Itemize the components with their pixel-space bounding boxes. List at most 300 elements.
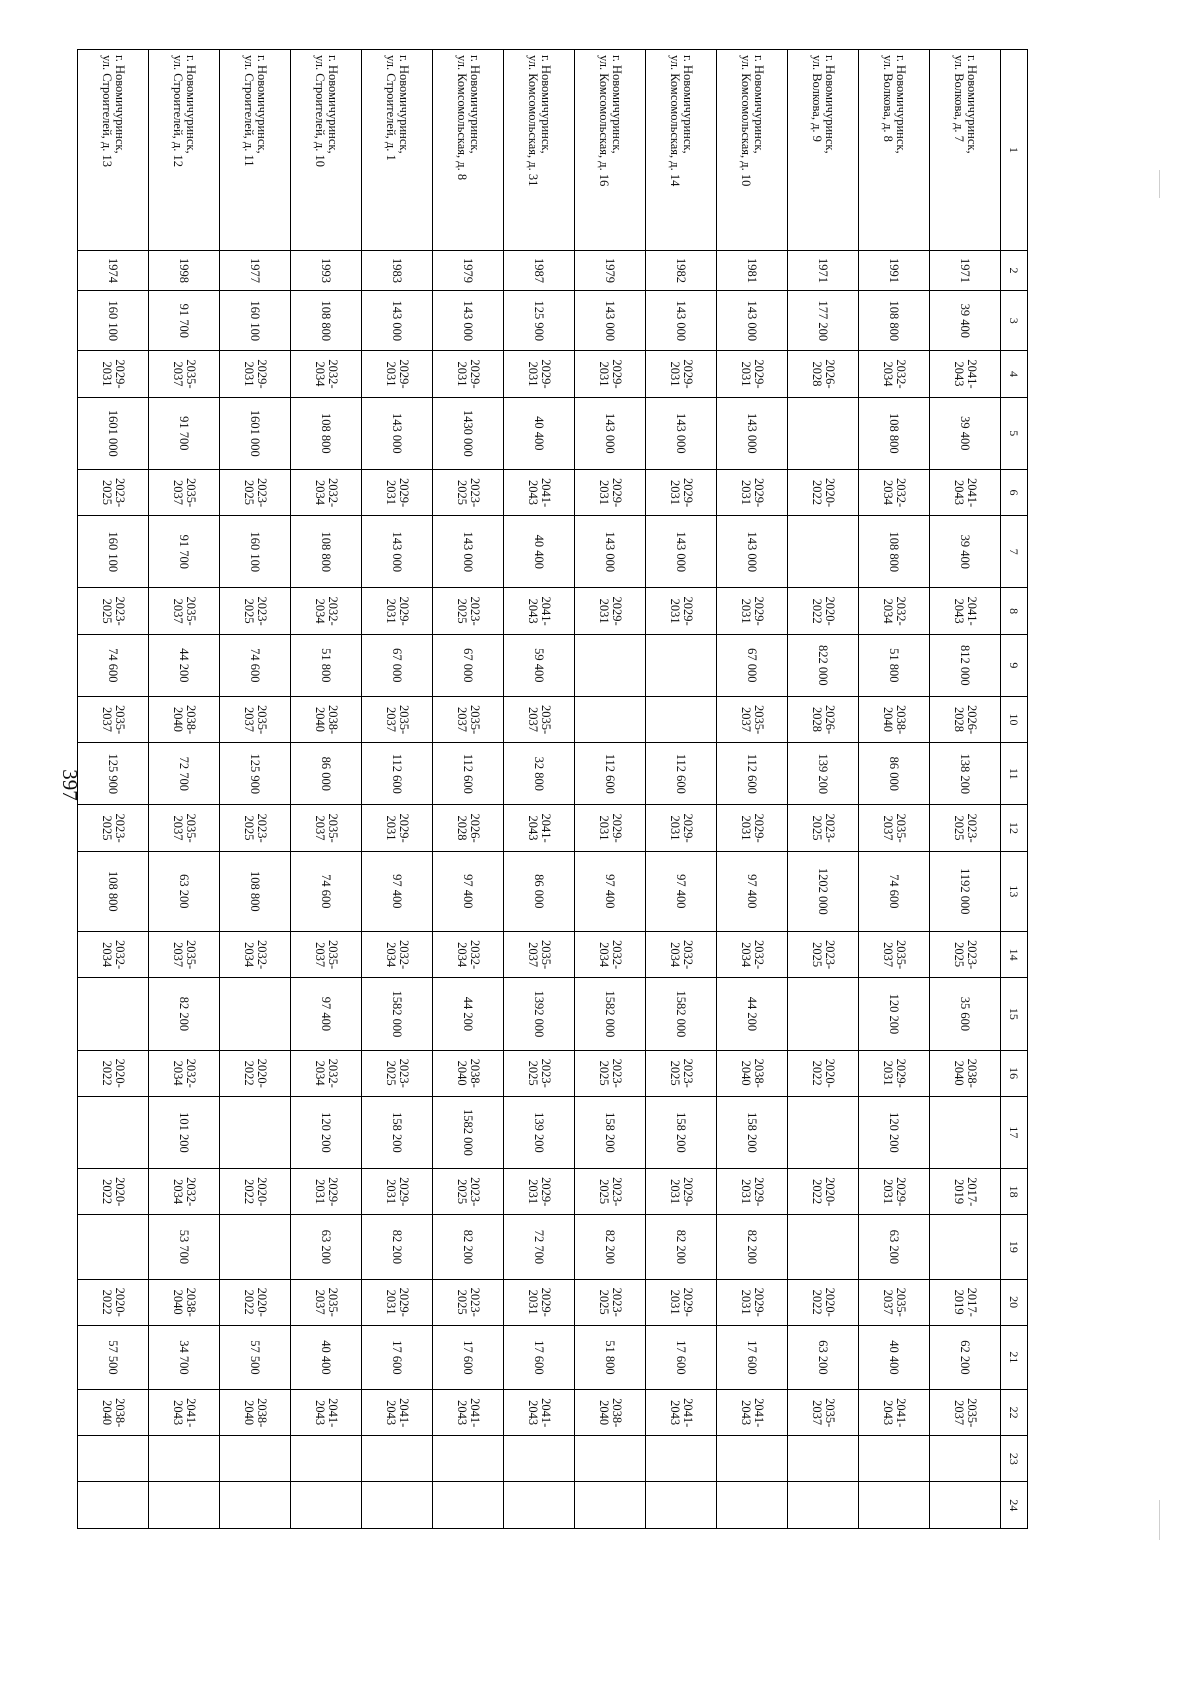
table-cell: 2041- 2043 [433, 1390, 504, 1436]
table-cell: 40 400 [504, 397, 575, 469]
table-cell: 2023- 2025 [788, 805, 859, 851]
table-cell: 57 500 [78, 1325, 149, 1389]
table-cell: 2023- 2025 [575, 1169, 646, 1215]
table-cell [788, 978, 859, 1050]
table-cell: 40 400 [859, 1325, 930, 1389]
table-cell: 72 700 [149, 743, 220, 805]
table-cell: 158 200 [717, 1096, 788, 1168]
address-city: г. Новомичуринск, [823, 55, 837, 154]
column-header: 23 [1001, 1436, 1028, 1482]
table-cell: 97 400 [291, 978, 362, 1050]
table-cell: 108 800 [859, 397, 930, 469]
table-cell: 2020- 2022 [78, 1279, 149, 1325]
column-header: 9 [1001, 634, 1028, 696]
column-header: 13 [1001, 851, 1028, 931]
table-cell: 2020- 2022 [220, 1050, 291, 1096]
column-header: 18 [1001, 1169, 1028, 1215]
address-cell [362, 50, 433, 251]
table-cell [575, 634, 646, 696]
table-cell [362, 1436, 433, 1482]
table-cell: 2029- 2031 [362, 1169, 433, 1215]
table-cell: 108 800 [78, 851, 149, 931]
table-cell [717, 1482, 788, 1529]
column-header: 2 [1001, 250, 1028, 290]
table-cell: 2023- 2025 [78, 588, 149, 634]
table-cell: 39 400 [930, 397, 1001, 469]
table-cell: 2023- 2025 [78, 805, 149, 851]
table-row [220, 50, 291, 1529]
table-cell: 2041- 2043 [859, 1390, 930, 1436]
table-cell: 2029- 2031 [575, 469, 646, 515]
address-street: ул. Комсомольская, д. 31 [526, 55, 540, 187]
table-cell: 74 600 [220, 634, 291, 696]
table-cell: 2029- 2031 [859, 1169, 930, 1215]
table-cell: 112 600 [433, 743, 504, 805]
table-cell: 2035- 2037 [291, 805, 362, 851]
table-cell: 1582 000 [646, 978, 717, 1050]
table-cell [433, 1436, 504, 1482]
table-cell: 17 600 [646, 1325, 717, 1389]
table-cell [433, 1482, 504, 1529]
table-cell: 35 600 [930, 978, 1001, 1050]
table-cell [220, 1482, 291, 1529]
address-city: г. Новомичуринск, [894, 55, 908, 154]
table-cell: 143 000 [717, 397, 788, 469]
table-cell: 44 200 [149, 634, 220, 696]
table-cell: 62 200 [930, 1325, 1001, 1389]
table-cell: 2035- 2037 [859, 805, 930, 851]
table-cell: 2023- 2025 [575, 1050, 646, 1096]
address-cell [78, 50, 149, 251]
table-cell [504, 1482, 575, 1529]
table-cell: 2035- 2037 [433, 696, 504, 742]
table-cell [930, 1482, 1001, 1529]
table-cell: 108 800 [220, 851, 291, 931]
table-cell [220, 978, 291, 1050]
table-cell: 158 200 [646, 1096, 717, 1168]
table-cell: 1991 [859, 250, 930, 290]
table-cell: 2020- 2022 [788, 1169, 859, 1215]
table-cell: 2032- 2034 [646, 932, 717, 978]
table-cell: 1392 000 [504, 978, 575, 1050]
header-row [1001, 50, 1028, 1529]
table-cell: 86 000 [859, 743, 930, 805]
table-cell [859, 1482, 930, 1529]
column-header: 21 [1001, 1325, 1028, 1389]
address-city: г. Новомичуринск, [397, 55, 411, 154]
table-row [291, 50, 362, 1529]
table-row [788, 50, 859, 1529]
scan-artifact-bottom [1159, 1500, 1160, 1540]
table-cell: 2032- 2034 [575, 932, 646, 978]
table-cell: 160 100 [78, 291, 149, 351]
table-cell: 40 400 [291, 1325, 362, 1389]
table-cell: 2041- 2043 [362, 1390, 433, 1436]
table-cell: 32 800 [504, 743, 575, 805]
table-cell: 40 400 [504, 516, 575, 588]
address-street: ул. Комсомольская, д. 16 [597, 55, 611, 187]
table-cell: 125 900 [78, 743, 149, 805]
table-cell: 2041- 2043 [504, 1390, 575, 1436]
table-cell: 2029- 2031 [433, 351, 504, 397]
scan-artifact-top [1159, 170, 1160, 198]
table-cell: 82 200 [646, 1215, 717, 1279]
table-cell: 2038- 2040 [575, 1390, 646, 1436]
table-cell: 2035- 2037 [859, 932, 930, 978]
table-cell: 143 000 [575, 291, 646, 351]
table-cell: 1601 000 [220, 397, 291, 469]
table-cell [291, 1482, 362, 1529]
address-street: ул. Строителей, д. 11 [242, 55, 256, 167]
table-cell: 2029- 2031 [646, 805, 717, 851]
table-cell: 17 600 [362, 1325, 433, 1389]
table-row [433, 50, 504, 1529]
table-cell: 2029- 2031 [220, 351, 291, 397]
table-cell: 97 400 [646, 851, 717, 931]
table-cell: 86 000 [504, 851, 575, 931]
table-cell [788, 397, 859, 469]
address-cell [149, 50, 220, 251]
table-cell: 2035- 2037 [149, 469, 220, 515]
address-city: г. Новомичуринск, [326, 55, 340, 154]
table-cell: 17 600 [504, 1325, 575, 1389]
table-cell: 143 000 [362, 397, 433, 469]
table-cell [646, 1436, 717, 1482]
rotated-table-wrapper [100, 49, 1028, 1529]
table-cell: 2023- 2025 [433, 469, 504, 515]
table-cell: 2041- 2043 [149, 1390, 220, 1436]
column-header: 8 [1001, 588, 1028, 634]
table-cell [78, 1096, 149, 1168]
address-street: ул. Волкова, д. 9 [810, 55, 824, 142]
table-cell: 1983 [362, 250, 433, 290]
table-cell: 2029- 2031 [717, 1279, 788, 1325]
table-cell: 51 800 [291, 634, 362, 696]
table-cell [291, 1436, 362, 1482]
table-cell: 2035- 2037 [78, 696, 149, 742]
table-cell: 2032- 2034 [362, 932, 433, 978]
table-cell: 139 200 [504, 1096, 575, 1168]
table-cell: 2023- 2025 [433, 588, 504, 634]
table-cell: 51 800 [859, 634, 930, 696]
table-cell: 2026- 2028 [930, 696, 1001, 742]
table-cell [859, 1436, 930, 1482]
table-cell: 112 600 [575, 743, 646, 805]
table-cell: 67 000 [717, 634, 788, 696]
address-city: г. Новомичуринск, [752, 55, 766, 154]
table-cell: 1974 [78, 250, 149, 290]
table-cell: 143 000 [646, 397, 717, 469]
table-cell: 2035- 2037 [291, 1279, 362, 1325]
address-cell [646, 50, 717, 251]
table-cell: 143 000 [646, 291, 717, 351]
table-cell: 160 100 [78, 516, 149, 588]
address-cell [220, 50, 291, 251]
address-city: г. Новомичуринск, [610, 55, 624, 154]
table-cell: 2038- 2040 [433, 1050, 504, 1096]
table-cell [149, 1436, 220, 1482]
address-street: ул. Комсомольская, д. 10 [739, 55, 753, 187]
table-cell [646, 634, 717, 696]
table-cell: 1981 [717, 250, 788, 290]
table-cell: 82 200 [575, 1215, 646, 1279]
table-cell: 1430 000 [433, 397, 504, 469]
column-header: 11 [1001, 743, 1028, 805]
table-cell: 2038- 2040 [291, 696, 362, 742]
address-street: ул. Комсомольская, д. 14 [668, 55, 682, 187]
column-header: 3 [1001, 291, 1028, 351]
table-cell: 2023- 2025 [220, 469, 291, 515]
column-header: 15 [1001, 978, 1028, 1050]
column-header: 24 [1001, 1482, 1028, 1529]
column-header: 1 [1001, 50, 1028, 251]
table-cell: 112 600 [717, 743, 788, 805]
table-row [149, 50, 220, 1529]
table-cell: 812 000 [930, 634, 1001, 696]
table-cell: 108 800 [859, 291, 930, 351]
table-cell: 17 600 [433, 1325, 504, 1389]
table-cell: 112 600 [362, 743, 433, 805]
table-cell: 2032- 2034 [859, 469, 930, 515]
table-cell: 2035- 2037 [717, 696, 788, 742]
table-cell: 63 200 [859, 1215, 930, 1279]
table-cell: 108 800 [859, 516, 930, 588]
table-cell: 2017- 2019 [930, 1169, 1001, 1215]
table-cell [930, 1436, 1001, 1482]
table-cell: 2041- 2043 [717, 1390, 788, 1436]
table-cell: 125 900 [504, 291, 575, 351]
table-cell: 2032- 2034 [859, 588, 930, 634]
address-street: ул. Волкова, д. 7 [952, 55, 966, 142]
table-cell: 143 000 [575, 516, 646, 588]
table-cell: 63 200 [788, 1325, 859, 1389]
address-street: ул. Комсомольская, д. 8 [455, 55, 469, 181]
address-cell [788, 50, 859, 251]
table-cell: 1987 [504, 250, 575, 290]
table-cell: 2035- 2037 [220, 696, 291, 742]
table-cell: 2029- 2031 [646, 469, 717, 515]
table-cell [78, 1482, 149, 1529]
table-cell: 2029- 2031 [575, 351, 646, 397]
table-cell: 2020- 2022 [788, 1050, 859, 1096]
table-row [930, 50, 1001, 1529]
table-cell: 57 500 [220, 1325, 291, 1389]
table-cell: 2032- 2034 [717, 932, 788, 978]
table-cell: 2029- 2031 [504, 351, 575, 397]
table-cell: 2041- 2043 [504, 805, 575, 851]
table-cell: 67 000 [362, 634, 433, 696]
table-cell: 2029- 2031 [717, 351, 788, 397]
table-cell: 2020- 2022 [220, 1169, 291, 1215]
table-cell [930, 1215, 1001, 1279]
table-cell: 120 200 [291, 1096, 362, 1168]
table-row [78, 50, 149, 1529]
address-cell [575, 50, 646, 251]
table-cell [646, 1482, 717, 1529]
table-cell: 39 400 [930, 516, 1001, 588]
table-cell: 2029- 2031 [646, 1279, 717, 1325]
table-cell: 2029- 2031 [646, 588, 717, 634]
table-cell: 2041- 2043 [930, 469, 1001, 515]
table-cell: 2041- 2043 [646, 1390, 717, 1436]
table-cell: 1979 [433, 250, 504, 290]
table-cell: 2029- 2031 [291, 1169, 362, 1215]
table-cell: 2032- 2034 [220, 932, 291, 978]
table-cell: 82 200 [362, 1215, 433, 1279]
table-cell: 2023- 2025 [504, 1050, 575, 1096]
table-cell: 101 200 [149, 1096, 220, 1168]
address-street: ул. Строителей, д. 1 [384, 55, 398, 161]
table-cell: 2029- 2031 [362, 805, 433, 851]
table-cell [788, 1096, 859, 1168]
table-cell: 1582 000 [575, 978, 646, 1050]
table-cell: 143 000 [362, 516, 433, 588]
column-header: 12 [1001, 805, 1028, 851]
table-cell: 74 600 [859, 851, 930, 931]
table-cell: 2029- 2031 [717, 469, 788, 515]
address-city: г. Новомичуринск, [681, 55, 695, 154]
table-cell [575, 1482, 646, 1529]
table-cell: 143 000 [575, 397, 646, 469]
table-cell: 2035- 2037 [149, 351, 220, 397]
table-cell: 17 600 [717, 1325, 788, 1389]
table-cell: 2023- 2025 [362, 1050, 433, 1096]
column-header: 14 [1001, 932, 1028, 978]
table-cell: 2029- 2031 [504, 1279, 575, 1325]
table-cell: 2026- 2028 [788, 696, 859, 742]
address-city: г. Новомичуринск, [184, 55, 198, 154]
table-cell: 2038- 2040 [149, 696, 220, 742]
table-cell: 51 800 [575, 1325, 646, 1389]
address-street: ул. Строителей, д. 10 [313, 55, 327, 168]
table-cell: 2029- 2031 [717, 1169, 788, 1215]
table-row [362, 50, 433, 1529]
table-cell: 2029- 2031 [362, 351, 433, 397]
table-cell: 143 000 [646, 516, 717, 588]
table-cell: 2035- 2037 [504, 696, 575, 742]
table-cell [78, 1215, 149, 1279]
table-cell: 1979 [575, 250, 646, 290]
table-cell: 2032- 2034 [78, 932, 149, 978]
column-header: 16 [1001, 1050, 1028, 1096]
table-cell: 2029- 2031 [575, 805, 646, 851]
table-cell [220, 1436, 291, 1482]
table-cell: 2041- 2043 [504, 469, 575, 515]
table-cell: 2032- 2034 [291, 1050, 362, 1096]
table-cell: 1982 [646, 250, 717, 290]
table-cell: 2020- 2022 [788, 588, 859, 634]
table-cell: 72 700 [504, 1215, 575, 1279]
table-cell: 44 200 [717, 978, 788, 1050]
table-cell: 2029- 2031 [575, 588, 646, 634]
table-cell [930, 1096, 1001, 1168]
table-cell: 2032- 2034 [291, 469, 362, 515]
table-cell: 2023- 2025 [220, 588, 291, 634]
table-cell: 2029- 2031 [646, 1169, 717, 1215]
table-cell [78, 1436, 149, 1482]
address-city: г. Новомичуринск, [468, 55, 482, 154]
column-header: 17 [1001, 1096, 1028, 1168]
table-cell: 2029- 2031 [78, 351, 149, 397]
table-cell: 2032- 2034 [433, 932, 504, 978]
table-cell: 108 800 [291, 291, 362, 351]
table-cell: 112 600 [646, 743, 717, 805]
page-number: 397 [58, 769, 82, 801]
address-street: ул. Волкова, д. 8 [881, 55, 895, 142]
table-cell: 1993 [291, 250, 362, 290]
table-cell: 97 400 [575, 851, 646, 931]
table-cell: 2035- 2037 [291, 932, 362, 978]
table-cell: 2029- 2031 [362, 1279, 433, 1325]
address-cell [717, 50, 788, 251]
table-cell: 2026- 2028 [433, 805, 504, 851]
table-cell [575, 696, 646, 742]
table-cell: 2017- 2019 [930, 1279, 1001, 1325]
table-cell: 39 400 [930, 291, 1001, 351]
table-cell: 2032- 2034 [149, 1050, 220, 1096]
address-city: г. Новомичуринск, [255, 55, 269, 154]
table-cell: 97 400 [717, 851, 788, 931]
table-cell: 2023- 2025 [930, 805, 1001, 851]
table-cell: 63 200 [149, 851, 220, 931]
table-cell: 2023- 2025 [930, 932, 1001, 978]
table-cell: 125 900 [220, 743, 291, 805]
table-cell: 82 200 [149, 978, 220, 1050]
table-cell: 82 200 [433, 1215, 504, 1279]
table-cell: 1192 000 [930, 851, 1001, 931]
table-cell: 97 400 [433, 851, 504, 931]
column-header: 19 [1001, 1215, 1028, 1279]
table-cell [788, 1482, 859, 1529]
table-cell: 1998 [149, 250, 220, 290]
table-cell: 2029- 2031 [362, 469, 433, 515]
table-cell: 1582 000 [362, 978, 433, 1050]
table-cell: 2038- 2040 [149, 1279, 220, 1325]
table-cell: 1582 000 [433, 1096, 504, 1168]
table-cell: 2023- 2025 [220, 805, 291, 851]
table-cell: 2020- 2022 [78, 1050, 149, 1096]
table-cell [220, 1096, 291, 1168]
table-cell [646, 696, 717, 742]
table-cell [717, 1436, 788, 1482]
table-cell: 74 600 [78, 634, 149, 696]
table-cell: 2029- 2031 [362, 588, 433, 634]
table-cell: 2026- 2028 [788, 351, 859, 397]
table-cell: 2032- 2034 [291, 588, 362, 634]
table-cell: 2020- 2022 [220, 1279, 291, 1325]
table-cell: 2032- 2034 [859, 351, 930, 397]
table-cell: 2038- 2040 [220, 1390, 291, 1436]
address-cell [930, 50, 1001, 251]
table-cell: 120 200 [859, 1096, 930, 1168]
column-header: 10 [1001, 696, 1028, 742]
table-cell: 34 700 [149, 1325, 220, 1389]
table-cell: 1971 [788, 250, 859, 290]
address-cell [433, 50, 504, 251]
table-cell: 2029- 2031 [717, 588, 788, 634]
table-cell [149, 1482, 220, 1529]
table-cell: 97 400 [362, 851, 433, 931]
table-cell: 143 000 [433, 516, 504, 588]
table-cell: 2038- 2040 [930, 1050, 1001, 1096]
table-cell: 2029- 2031 [646, 351, 717, 397]
table-cell: 82 200 [717, 1215, 788, 1279]
table-cell: 2035- 2037 [149, 588, 220, 634]
data-table [77, 49, 1028, 1529]
table-cell: 91 700 [149, 516, 220, 588]
table-cell: 2035- 2037 [788, 1390, 859, 1436]
table-cell: 2035- 2037 [149, 805, 220, 851]
